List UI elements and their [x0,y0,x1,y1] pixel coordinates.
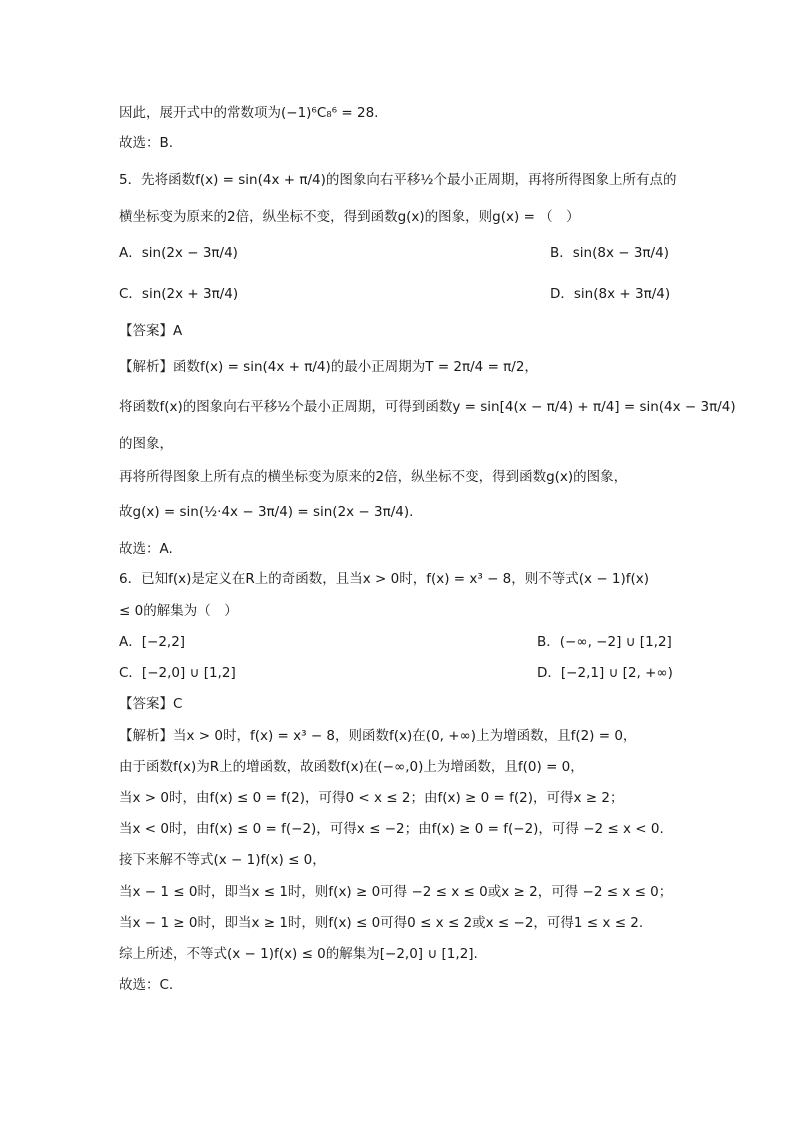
text-line: 故选：C. [119,977,174,993]
text-line: 当x − 1 ≥ 0时，即当x ≥ 1时，则f(x) ≤ 0可得0 ≤ x ≤ 2或x ≤ −2，可得1 ≤ x ≤ 2. [119,915,644,931]
q6-option-c: C．[−2,0] ∪ [1,2] [119,665,236,681]
q5-option-b: B．sin(8x − 3π/4) [550,245,669,261]
text-line: 故选：A. [119,541,173,557]
question-6-stem: 6．已知f(x)是定义在R上的奇函数，且当x > 0时，f(x) = x³ − 8，则不等式(x − 1)f(x) [119,571,650,587]
q6-option-b: B．(−∞, −2] ∪ [1,2] [537,634,672,650]
question-6-stem-cont: ≤ 0的解集为（ ） [119,603,238,619]
text-line: 将函数f(x)的图象向右平移½个最小正周期，可得到函数y = sin[4(x − π/4) + π/4] = sin(4x − 3π/4) [119,399,736,415]
text-line: 当x < 0时，由f(x) ≤ 0 = f(−2)，可得x ≤ −2；由f(x) ≥ 0 = f(−2)，可得 −2 ≤ x < 0. [119,821,664,837]
q6-analysis: 【解析】当x > 0时，f(x) = x³ − 8，则函数f(x)在(0, +∞)上为增函数，且f(2) = 0， [119,728,637,744]
text-line: 因此，展开式中的常数项为(−1)⁶C₈⁶ = 28. [119,105,379,121]
text-line: 故g(x) = sin(½·4x − 3π/4) = sin(2x − 3π/4). [119,504,414,520]
q5-option-c: C．sin(2x + 3π/4) [119,286,239,302]
q5-analysis: 【解析】函数f(x) = sin(4x + π/4)的最小正周期为T = 2π/4 = π/2， [119,359,538,375]
text-line: 再将所得图象上所有点的横坐标变为原来的2倍，纵坐标不变，得到函数g(x)的图象， [119,469,628,485]
q5-answer: 【答案】A [119,323,183,339]
q6-answer: 【答案】C [119,696,183,712]
text-line: 综上所述，不等式(x − 1)f(x) ≤ 0的解集为[−2,0] ∪ [1,2]. [119,946,478,962]
text-line: 的图象， [119,436,173,452]
q5-option-d: D．sin(8x + 3π/4) [550,286,671,302]
question-5-stem-cont: 横坐标变为原来的2倍，纵坐标不变，得到函数g(x)的图象，则g(x) = （ ） [119,209,580,225]
text-line: 由于函数f(x)为R上的增函数，故函数f(x)在(−∞,0)上为增函数，且f(0) = 0， [119,759,584,775]
q5-option-a: A．sin(2x − 3π/4) [119,245,238,261]
text-line: 接下来解不等式(x − 1)f(x) ≤ 0， [119,852,326,868]
text-line: 当x > 0时，由f(x) ≤ 0 = f(2)，可得0 < x ≤ 2；由f(x) ≥ 0 = f(2)，可得x ≥ 2； [119,790,624,806]
text-line: 故选：B. [119,135,174,151]
q6-option-a: A．[−2,2] [119,634,186,650]
q6-option-d: D．[−2,1] ∪ [2, +∞) [537,665,673,681]
text-line: 当x − 1 ≤ 0时，即当x ≤ 1时，则f(x) ≥ 0可得 −2 ≤ x ≤ 0或x ≥ 2，可得 −2 ≤ x ≤ 0； [119,884,673,900]
question-5-stem: 5．先将函数f(x) = sin(4x + π/4)的图象向右平移½个最小正周期，再将所得图象上所有点的 [119,172,677,188]
